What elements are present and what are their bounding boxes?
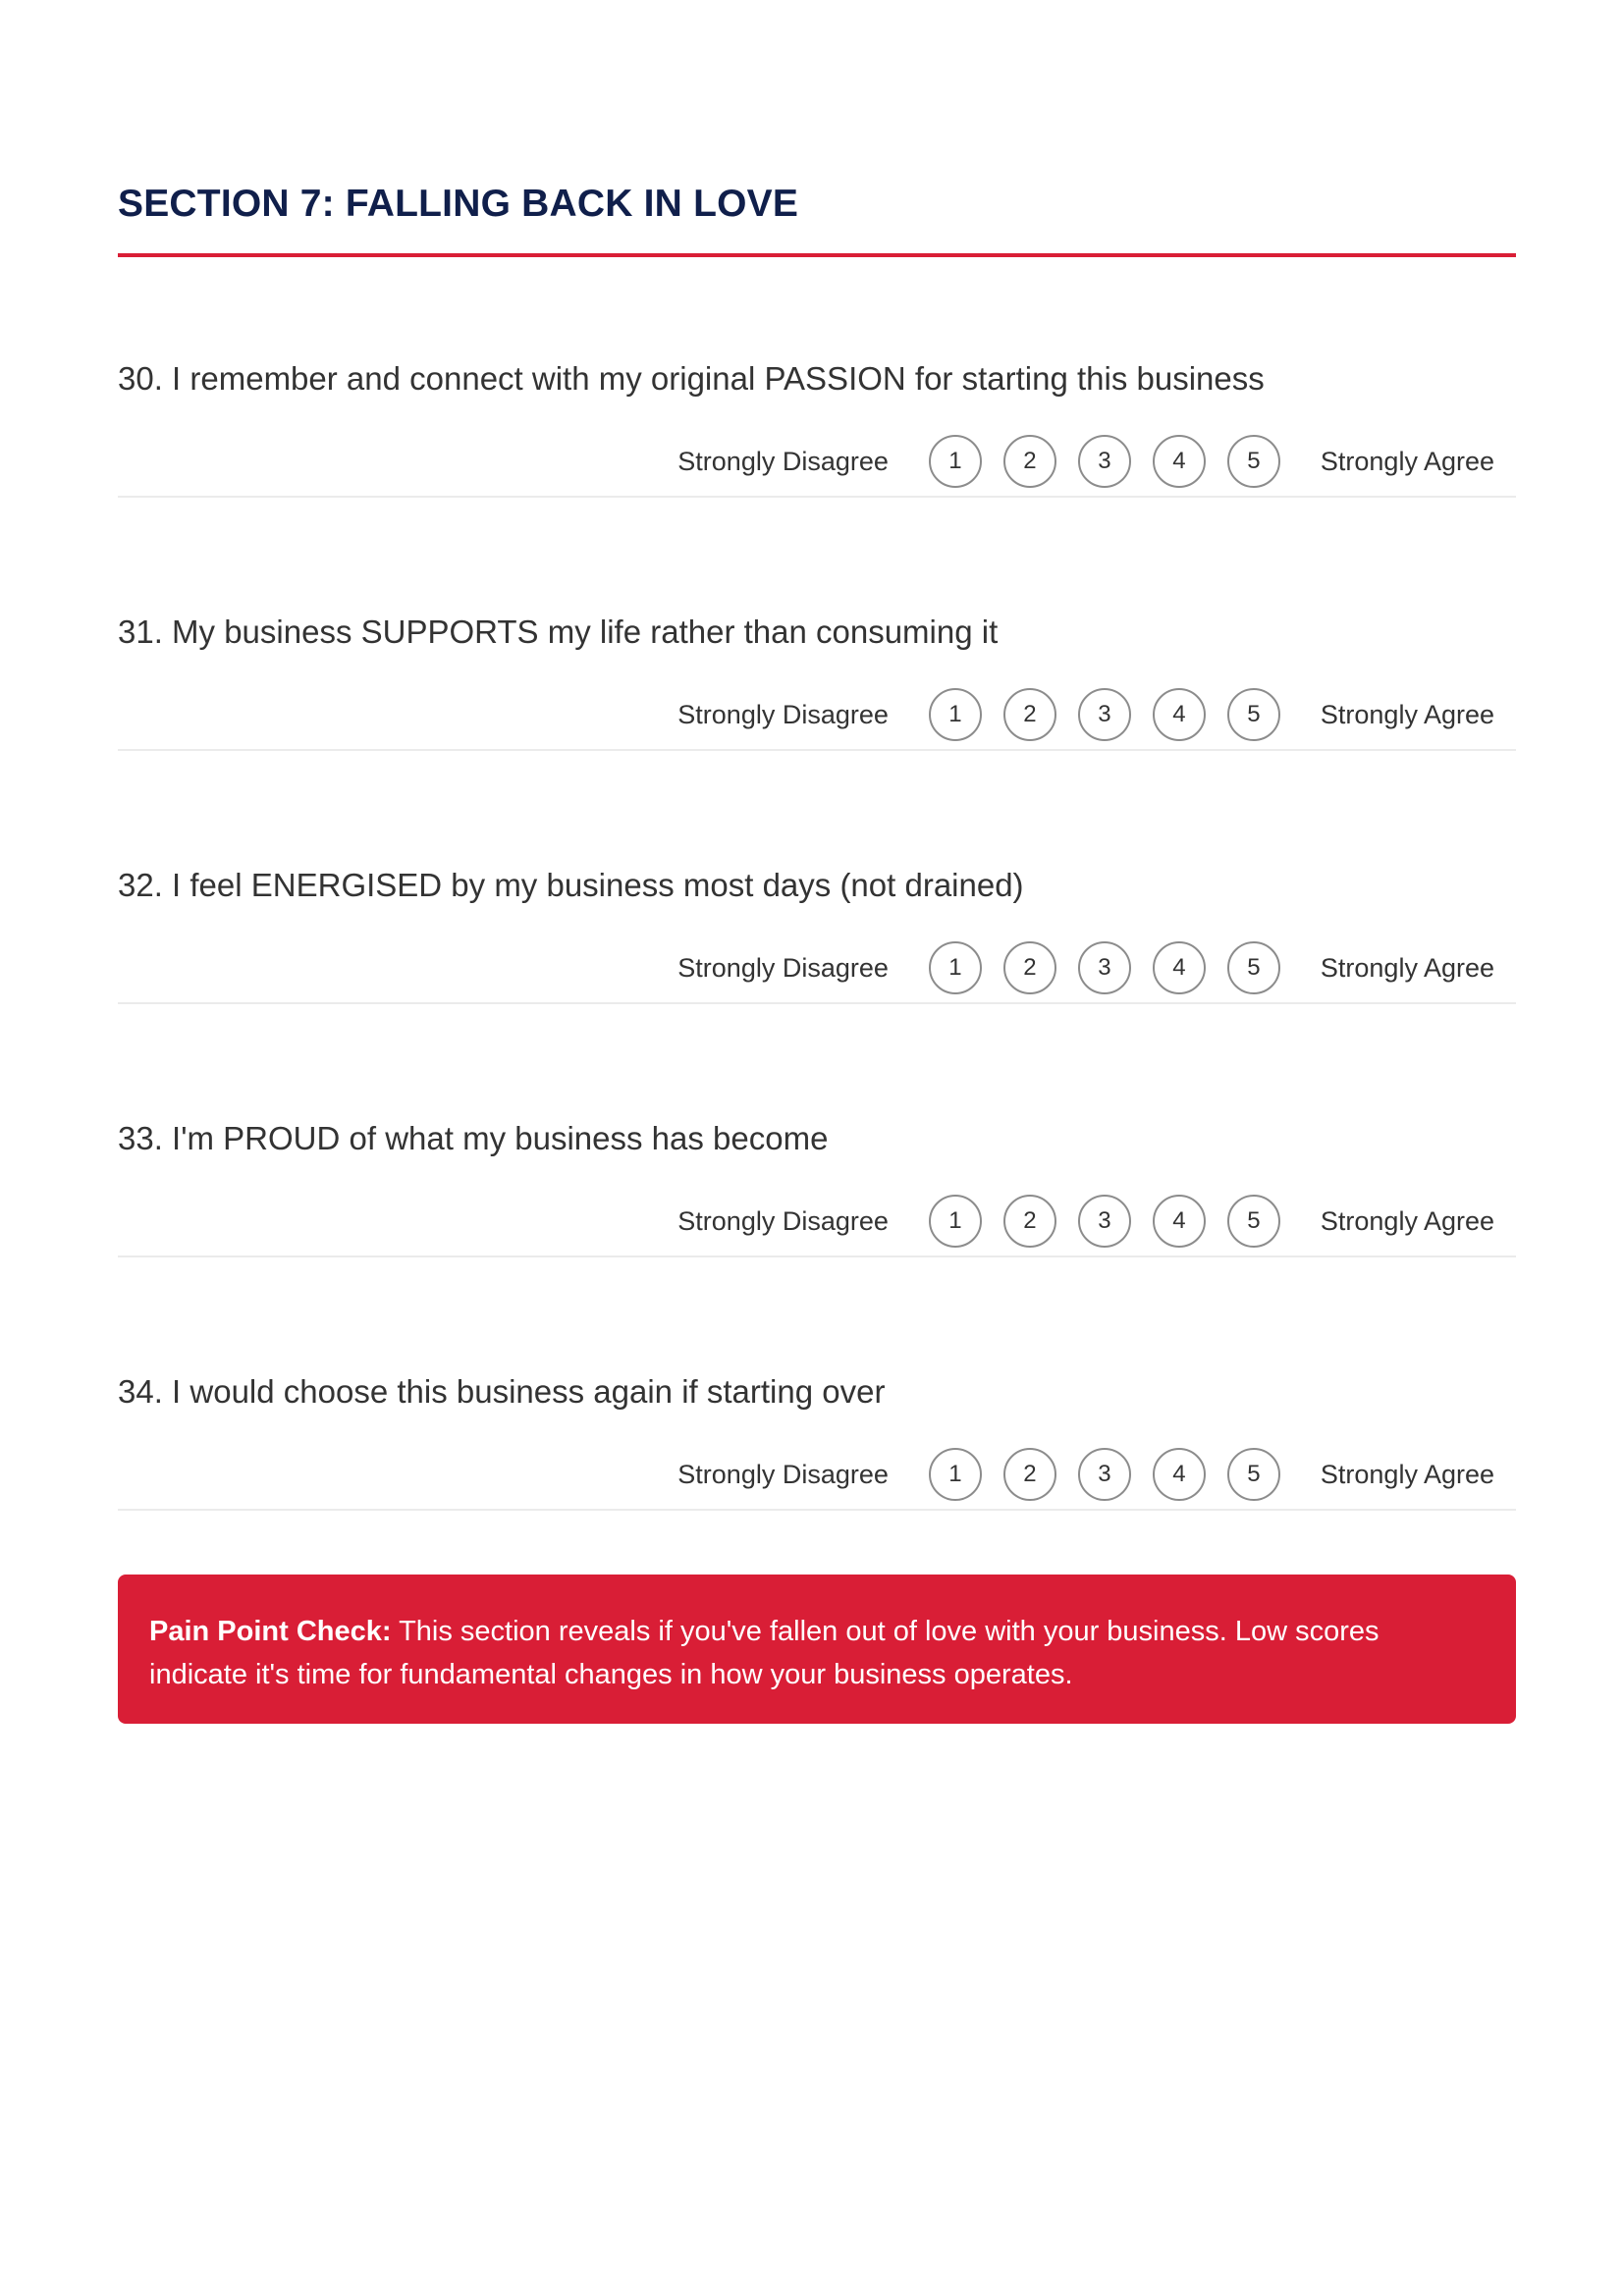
scale-high-label: Strongly Agree: [1320, 699, 1494, 729]
rating-option-3[interactable]: 3: [1078, 1195, 1131, 1248]
rating-option-4[interactable]: 4: [1153, 941, 1206, 994]
scale-low-label: Strongly Disagree: [677, 1459, 889, 1489]
question-divider: [118, 749, 1516, 751]
rating-option-2[interactable]: 2: [1003, 1195, 1056, 1248]
scale-high-label: Strongly Agree: [1320, 952, 1494, 983]
scale-low-label: Strongly Disagree: [677, 699, 889, 729]
question-31: [118, 613, 1516, 866]
scale-low-label: Strongly Disagree: [677, 1205, 889, 1236]
rating-option-5[interactable]: 5: [1227, 1448, 1280, 1501]
rating-scale: [677, 686, 1516, 743]
question-32: [118, 866, 1516, 1119]
rating-option-3[interactable]: 3: [1078, 688, 1131, 741]
rating-option-3[interactable]: 3: [1078, 1448, 1131, 1501]
rating-option-2[interactable]: 2: [1003, 435, 1056, 488]
section-title: SECTION 7: FALLING BACK IN LOVE: [118, 183, 799, 225]
scale-high-label: Strongly Agree: [1320, 446, 1494, 476]
rating-scale: [677, 939, 1516, 996]
rating-option-1[interactable]: 1: [929, 1448, 982, 1501]
rating-option-3[interactable]: 3: [1078, 941, 1131, 994]
rating-option-4[interactable]: 4: [1153, 435, 1206, 488]
rating-option-2[interactable]: 2: [1003, 1448, 1056, 1501]
rating-scale: [677, 433, 1516, 490]
rating-option-5[interactable]: 5: [1227, 1195, 1280, 1248]
question-33: [118, 1119, 1516, 1372]
question-30: [118, 359, 1516, 613]
rating-option-2[interactable]: 2: [1003, 688, 1056, 741]
question-divider: [118, 1255, 1516, 1257]
rating-option-5[interactable]: 5: [1227, 688, 1280, 741]
rating-option-4[interactable]: 4: [1153, 1448, 1206, 1501]
question-text: 31. My business SUPPORTS my life rather than consuming it: [118, 614, 999, 650]
rating-option-4[interactable]: 4: [1153, 1195, 1206, 1248]
rating-option-1[interactable]: 1: [929, 435, 982, 488]
rating-option-1[interactable]: 1: [929, 941, 982, 994]
rating-option-5[interactable]: 5: [1227, 435, 1280, 488]
scale-high-label: Strongly Agree: [1320, 1205, 1494, 1236]
callout-text: This section reveals if you've fallen out of love with your business. Low scores indicate it's time for fundamental changes in how your business operates.: [149, 1616, 1380, 1690]
question-text: 32. I feel ENERGISED by my business most days (not drained): [118, 867, 1024, 903]
question-divider: [118, 1509, 1516, 1511]
question-text: 30. I remember and connect with my original PASSION for starting this business: [118, 360, 1265, 397]
rating-scale: [677, 1446, 1516, 1503]
rating-option-5[interactable]: 5: [1227, 941, 1280, 994]
section-divider: [118, 253, 1516, 257]
scale-high-label: Strongly Agree: [1320, 1459, 1494, 1489]
rating-option-4[interactable]: 4: [1153, 688, 1206, 741]
pain-point-callout: [118, 1575, 1516, 1724]
rating-option-1[interactable]: 1: [929, 1195, 982, 1248]
scale-low-label: Strongly Disagree: [677, 446, 889, 476]
question-divider: [118, 1002, 1516, 1004]
question-divider: [118, 496, 1516, 498]
rating-option-2[interactable]: 2: [1003, 941, 1056, 994]
scale-low-label: Strongly Disagree: [677, 952, 889, 983]
question-text: 34. I would choose this business again if starting over: [118, 1373, 886, 1410]
question-text: 33. I'm PROUD of what my business has become: [118, 1120, 829, 1156]
rating-scale: [677, 1193, 1516, 1250]
rating-option-3[interactable]: 3: [1078, 435, 1131, 488]
rating-option-1[interactable]: 1: [929, 688, 982, 741]
callout-label: Pain Point Check:: [149, 1616, 392, 1647]
